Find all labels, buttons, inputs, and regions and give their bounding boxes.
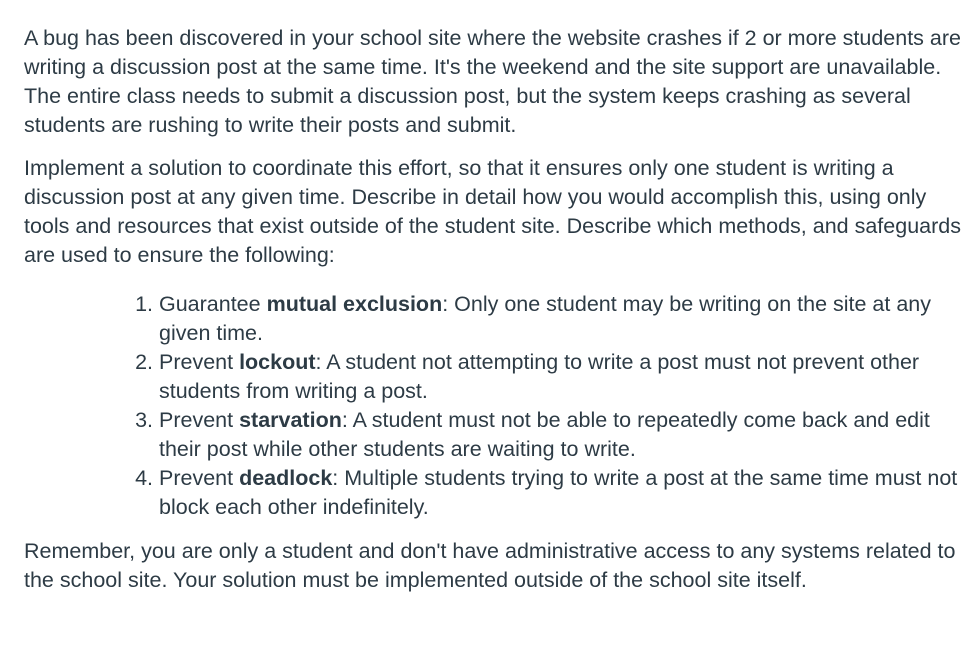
requirement-prefix: Guarantee bbox=[159, 292, 267, 316]
requirement-item-lockout bbox=[159, 348, 963, 406]
requirement-term: starvation bbox=[239, 408, 342, 432]
requirement-item-starvation bbox=[159, 406, 963, 464]
intro-paragraph: A bug has been discovered in your school site where the website crashes if 2 or more students are writing a discussion post at the same time. It's the weekend and the site support are unavailable. The entire class needs to submit a discussion post, but the system keeps crashing as several students are rushing to write their posts and submit. bbox=[24, 26, 961, 137]
requirement-term: deadlock bbox=[239, 466, 333, 490]
requirement-term: lockout bbox=[239, 350, 316, 374]
requirement-text: : Multiple students trying to write a post at the same time must not block each other indefinitely. bbox=[159, 466, 958, 519]
requirement-item-deadlock bbox=[159, 464, 963, 522]
requirement-prefix: Prevent bbox=[159, 466, 240, 490]
reminder-paragraph: Remember, you are only a student and don't have administrative access to any systems related to the school site. Your solution must be implemented outside of the school site itself. bbox=[24, 539, 956, 592]
requirement-prefix: Prevent bbox=[159, 408, 240, 432]
task-paragraph: Implement a solution to coordinate this effort, so that it ensures only one student is writing a discussion post at any given time. Describe in detail how you would accomplish this, using only tools and resources that exist outside of the student site. Describe which methods, and safeguards are used to ensure the following: bbox=[24, 156, 961, 267]
requirement-item-mutual-exclusion bbox=[159, 290, 963, 348]
requirements-list bbox=[24, 290, 963, 522]
requirement-text: : Only one student may be writing on the site at any given time. bbox=[159, 292, 932, 345]
requirement-prefix: Prevent bbox=[159, 350, 240, 374]
requirement-text: : A student must not be able to repeatedly come back and edit their post while other students are waiting to write. bbox=[159, 408, 930, 461]
requirement-text: : A student not attempting to write a post must not prevent other students from writing a post. bbox=[159, 350, 920, 403]
requirement-term: mutual exclusion bbox=[266, 292, 443, 316]
